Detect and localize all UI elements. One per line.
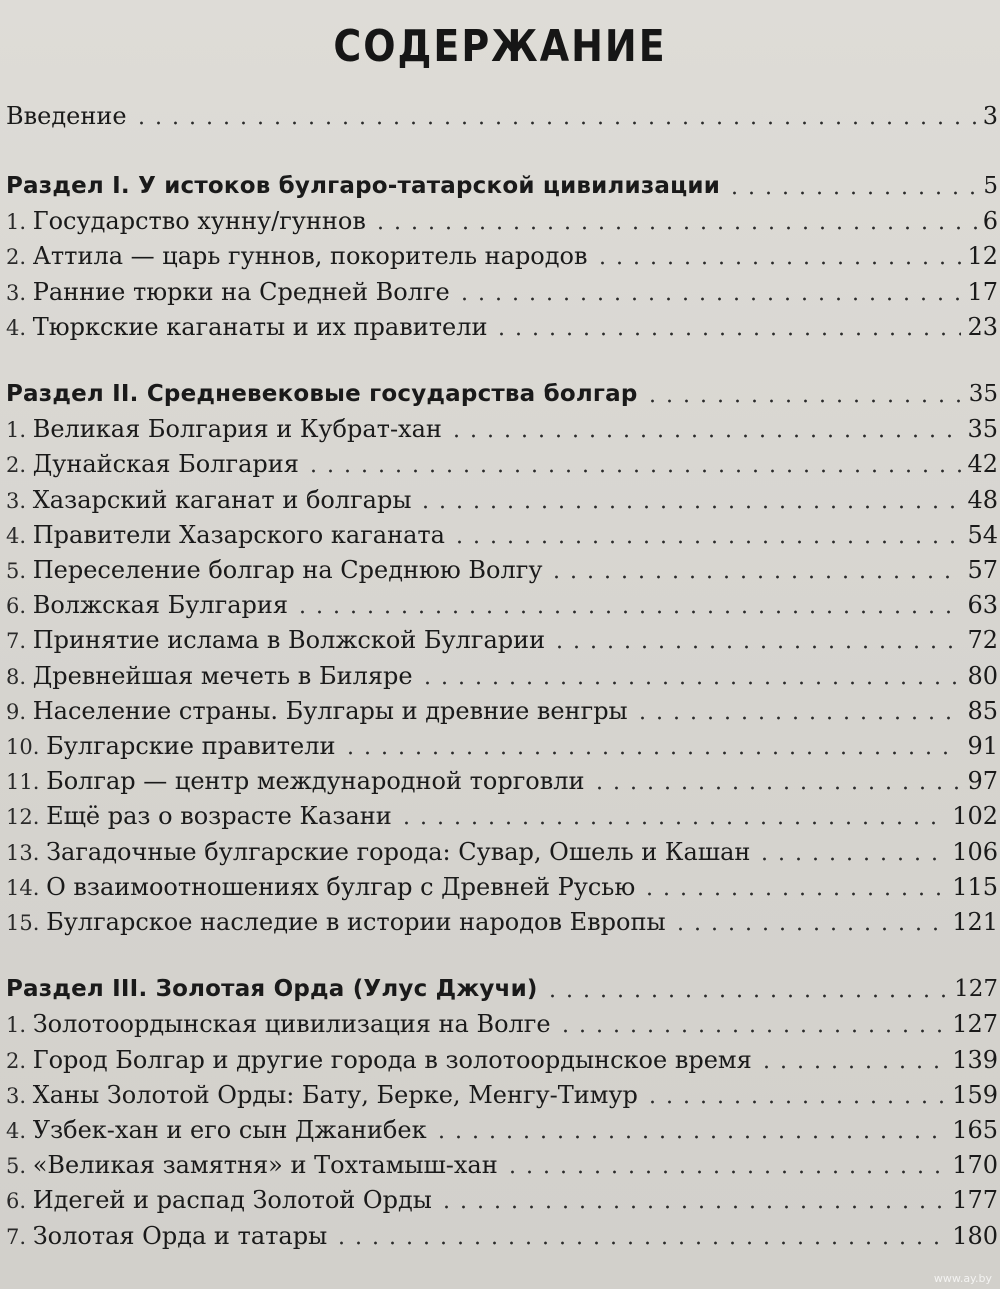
page-number: 54 xyxy=(967,520,998,549)
page-number: 6 xyxy=(982,207,998,236)
dot-leader xyxy=(504,1170,946,1174)
entry-title: Болгар — центр международной торговли xyxy=(46,767,585,796)
toc-chapter-row xyxy=(6,205,998,237)
page-number: 115 xyxy=(952,872,998,901)
dot-leader xyxy=(672,927,947,931)
dot-leader xyxy=(493,332,961,336)
page-number: 170 xyxy=(952,1151,998,1180)
dot-leader xyxy=(548,575,961,579)
page-number: 72 xyxy=(967,626,998,655)
page-number: 159 xyxy=(952,1080,998,1109)
chapter-number: 8. xyxy=(6,664,33,689)
toc-chapter-row xyxy=(6,276,998,308)
chapter-number: 12. xyxy=(6,805,47,830)
page-number: 165 xyxy=(952,1116,998,1144)
toc-chapter-row xyxy=(6,311,998,343)
toc-chapter-row xyxy=(6,1184,998,1216)
entry-title: Идегей и распад Золотой Орды xyxy=(32,1186,432,1215)
dot-leader xyxy=(456,297,962,301)
entry-title: Великая Болгария и Кубрат-хан xyxy=(32,415,442,444)
toc-chapter-row xyxy=(6,1114,998,1146)
toc-chapter-row xyxy=(6,519,998,551)
page-number: 48 xyxy=(967,485,998,514)
dot-leader xyxy=(448,434,962,438)
page-number: 23 xyxy=(967,312,998,341)
entry-title: Древнейшая мечеть в Биляре xyxy=(32,661,413,690)
chapter-number: 1. xyxy=(6,1013,33,1038)
entry-title: Ханы Золотой Орды: Бату, Берке, Менгу-Тимур xyxy=(32,1080,638,1109)
entry-title: Волжская Булгария xyxy=(32,591,289,620)
entry-title: Тюркские каганаты и их правители xyxy=(32,312,488,341)
page-number: 17 xyxy=(967,277,998,306)
section-title: Раздел II. Средневековые государства болгар xyxy=(6,381,638,407)
toc-chapter-row xyxy=(6,695,998,727)
dot-leader xyxy=(594,261,962,265)
entry-title: Правители Хазарского каганата xyxy=(32,520,445,549)
chapter-number: 6. xyxy=(6,1189,33,1214)
chapter-number: 2. xyxy=(6,1048,33,1073)
chapter-number: 5. xyxy=(6,559,33,583)
entry-title: Хазарский каганат и болгары xyxy=(32,485,412,514)
page-number: 3 xyxy=(982,102,998,130)
page-number: 180 xyxy=(952,1221,998,1250)
chapter-number: 3. xyxy=(6,488,33,513)
chapter-number: 1. xyxy=(6,418,33,443)
toc-chapter-row xyxy=(6,1220,998,1252)
chapter-number: 14. xyxy=(6,875,47,900)
toc-chapter-row xyxy=(6,1008,998,1040)
toc-chapter-row xyxy=(6,765,998,797)
toc-chapter-row xyxy=(6,413,998,445)
toc-intro-row xyxy=(6,100,998,132)
entry-title: Аттила — царь гуннов, покоритель народов xyxy=(32,242,588,271)
entry-title: Город Болгар и другие города в золотоордынское время xyxy=(32,1045,752,1074)
page-number: 35 xyxy=(968,381,998,407)
dot-leader xyxy=(758,1065,946,1069)
chapter-number: 15. xyxy=(6,911,47,935)
dot-leader xyxy=(398,821,946,825)
dot-leader xyxy=(342,751,962,755)
dot-leader xyxy=(305,469,962,473)
entry-title: Переселение болгар на Среднюю Волгу xyxy=(32,556,543,584)
page-number: 85 xyxy=(967,696,998,725)
page-number: 127 xyxy=(954,976,998,1003)
page-number: 5 xyxy=(983,173,998,199)
chapter-number: 2. xyxy=(6,245,33,270)
chapter-number: 7. xyxy=(6,1224,33,1249)
toc-chapter-row xyxy=(6,800,998,832)
entry-title: Узбек-хан и его сын Джанибек xyxy=(32,1116,427,1144)
toc-chapter-row xyxy=(6,871,998,903)
dot-leader xyxy=(433,1135,947,1139)
chapter-number: 4. xyxy=(6,523,33,548)
section-title: Раздел I. У истоков булгаро-татарской цивилизации xyxy=(6,173,721,199)
dot-leader xyxy=(591,786,962,790)
toc-section-row xyxy=(6,170,998,202)
page-number: 102 xyxy=(952,802,998,831)
chapter-number: 4. xyxy=(6,315,33,340)
entry-title: Введение xyxy=(6,102,127,130)
dot-leader xyxy=(419,681,962,685)
dot-leader xyxy=(294,610,961,614)
toc-chapter-row xyxy=(6,1149,998,1181)
toc-chapter-row xyxy=(6,836,998,868)
entry-title: Государство хунну/гуннов xyxy=(32,207,366,236)
chapter-number: 1. xyxy=(6,210,33,235)
toc-chapter-row xyxy=(6,1044,998,1076)
chapter-number: 5. xyxy=(6,1154,33,1179)
chapter-number: 7. xyxy=(6,629,33,654)
toc-chapter-row xyxy=(6,730,998,762)
dot-leader xyxy=(333,1241,946,1245)
toc-chapter-row xyxy=(6,484,998,516)
page-number: 177 xyxy=(952,1186,998,1215)
dot-leader xyxy=(644,1100,946,1104)
page-number: 139 xyxy=(952,1045,998,1074)
page-number: 106 xyxy=(952,837,998,866)
dot-leader xyxy=(417,505,961,509)
entry-title: Золотоордынская цивилизация на Волге xyxy=(32,1010,551,1039)
entry-title: Булгарское наследие в истории народов Европы xyxy=(46,908,666,936)
page-number: 57 xyxy=(967,556,998,584)
chapter-number: 4. xyxy=(6,1119,33,1143)
toc-section-row xyxy=(6,973,998,1005)
page-number: 63 xyxy=(967,591,998,620)
entry-title: О взаимоотношениях булгар с Древней Русью xyxy=(46,872,636,901)
entry-title: «Великая замятня» и Тохтамыш-хан xyxy=(32,1151,498,1180)
dot-leader xyxy=(644,399,963,403)
chapter-number: 10. xyxy=(6,735,47,759)
toc-section-row xyxy=(6,378,998,410)
dot-leader xyxy=(438,1205,946,1209)
entry-title: Загадочные булгарские города: Сувар, Ошель и Кашан xyxy=(46,837,751,866)
entry-title: Дунайская Болгария xyxy=(32,450,299,479)
page-number: 42 xyxy=(967,450,998,479)
dot-leader xyxy=(557,1029,947,1033)
section-title: Раздел III. Золотая Орда (Улус Джучи) xyxy=(6,976,538,1003)
chapter-number: 11. xyxy=(6,770,47,795)
page-number: 80 xyxy=(967,661,998,690)
toc-chapter-row xyxy=(6,906,998,938)
dot-leader xyxy=(756,857,946,861)
dot-leader xyxy=(133,121,977,125)
toc-chapter-row xyxy=(6,660,998,692)
page-number: 35 xyxy=(967,415,998,444)
watermark: www.ay.by xyxy=(933,1272,992,1285)
page-title: СОДЕРЖАНИЕ xyxy=(333,20,667,72)
dot-leader xyxy=(726,191,977,195)
entry-title: Ранние тюрки на Средней Волге xyxy=(32,277,450,306)
page-number: 97 xyxy=(967,767,998,796)
chapter-number: 2. xyxy=(6,453,33,478)
dot-leader xyxy=(544,994,948,998)
dot-leader xyxy=(641,892,946,896)
chapter-number: 6. xyxy=(6,594,33,619)
chapter-number: 3. xyxy=(6,280,33,305)
entry-title: Золотая Орда и татары xyxy=(32,1221,328,1250)
dot-leader xyxy=(551,645,961,649)
entry-title: Булгарские правители xyxy=(46,732,336,760)
dot-leader xyxy=(372,226,977,230)
entry-title: Ещё раз о возрасте Казани xyxy=(46,802,392,831)
toc-chapter-row xyxy=(6,554,998,586)
page-number: 12 xyxy=(967,242,998,271)
dot-leader xyxy=(634,716,962,720)
page-number: 91 xyxy=(967,732,998,760)
toc-chapter-row xyxy=(6,589,998,621)
entry-title: Население страны. Булгары и древние венгры xyxy=(32,696,628,725)
page-number: 121 xyxy=(952,908,998,936)
toc-chapter-row xyxy=(6,1079,998,1111)
chapter-number: 13. xyxy=(6,840,47,865)
toc-chapter-row xyxy=(6,240,998,272)
dot-leader xyxy=(451,540,961,544)
entry-title: Принятие ислама в Волжской Булгарии xyxy=(32,626,546,655)
chapter-number: 3. xyxy=(6,1083,33,1108)
toc-chapter-row xyxy=(6,448,998,480)
chapter-number: 9. xyxy=(6,699,33,724)
page-number: 127 xyxy=(952,1010,998,1039)
toc-chapter-row xyxy=(6,624,998,656)
